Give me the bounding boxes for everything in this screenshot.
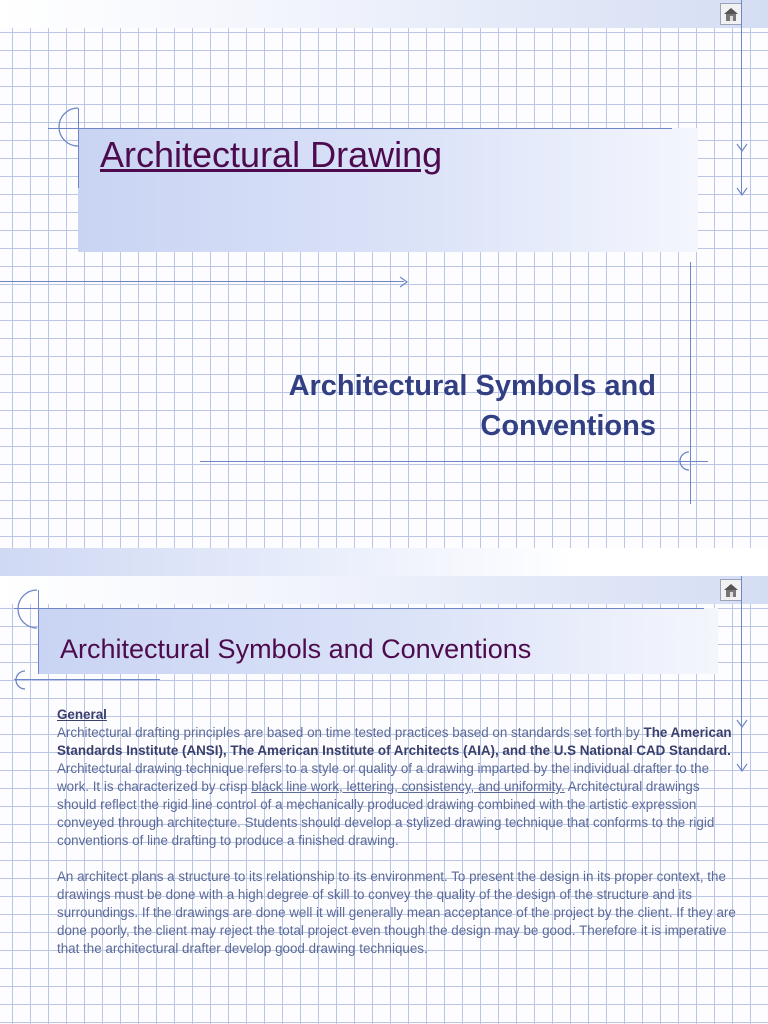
subtitle-bottom-line (200, 461, 708, 462)
title-left-line (78, 108, 79, 188)
p1-underline: black line work, lettering, consistency, and uniformity. (251, 779, 565, 794)
arrow-icon (735, 760, 749, 774)
slide-title: Architectural Drawing (100, 134, 443, 175)
slide-subtitle (176, 366, 656, 446)
general-heading: General (57, 707, 107, 722)
body-text (57, 706, 737, 976)
right-vertical-line (741, 576, 742, 771)
title-top-line (48, 128, 672, 129)
p1-part1: Architectural drafting principles are based on time tested practices based on standards set forth by (57, 725, 644, 740)
content-slide (0, 576, 768, 1024)
top-gradient-bar (0, 0, 768, 28)
home-icon[interactable] (720, 579, 742, 601)
subtitle-line-2: Conventions (480, 410, 656, 442)
right-vertical-line (741, 0, 742, 195)
home-icon[interactable] (720, 3, 742, 25)
title-left-line (38, 590, 39, 674)
crosshair-circle-icon (678, 450, 700, 472)
title-top-line (14, 608, 704, 609)
p1-part2: Architectural drawing technique refers to a style or quality of a drawing imparted by the individual drafter to the work. It is characterized by crisp (57, 761, 710, 794)
slide-separator (0, 548, 768, 576)
arrow-icon (735, 184, 749, 198)
crosshair-circle-icon (14, 669, 36, 691)
p1-standards: The American Standards Institute (ANSI), The American Institute of Architects (AIA), and the U.S National CAD Standard. (57, 725, 732, 758)
paragraph-1 (57, 706, 737, 850)
paragraph-2: An architect plans a structure to its relationship to its environment. To present the design in its proper context, the drawings must be done with a high degree of skill to convey the quality of the design of the structure and its surroundings. If the drawings are done well it will generally mean acceptance of the project by the client. If they are done poorly, the client may reject the total project even though the design may be good. Therefore it is imperative that the architectural drafter develop good drawing techniques. (57, 869, 736, 956)
crosshair-circle-icon (14, 586, 60, 632)
slide-title: Architectural Symbols and Conventions (60, 634, 532, 664)
top-gradient-bar (0, 576, 768, 604)
arrow-icon (396, 275, 410, 289)
p1-part3: Architectural drawings should reflect the rigid line control of a mechanically produced drawing combined with the artistic expression conveyed through architecture. Students should develop a stylized drawing technique that conforms to the rigid conventions of line drafting to produce a finished drawing. (57, 779, 715, 848)
middle-arrow-line (0, 281, 404, 282)
arrow-icon (735, 140, 749, 154)
subtitle-line-1: Architectural Symbols and (288, 370, 656, 402)
arrow-icon (735, 716, 749, 730)
